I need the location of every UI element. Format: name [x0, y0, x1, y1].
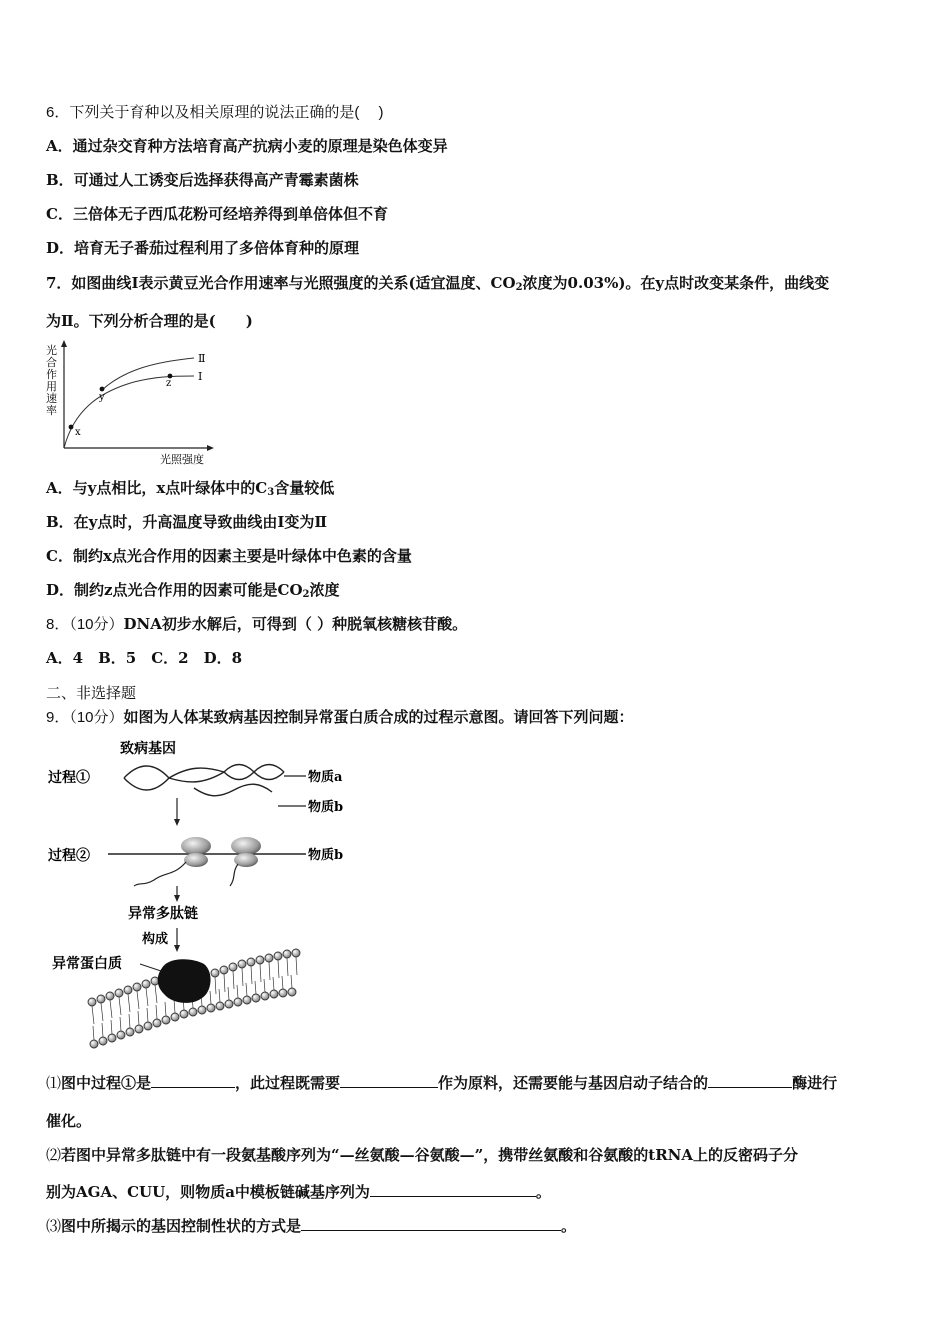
- answer-blank-2[interactable]: [340, 1073, 438, 1088]
- q7-d-sub: 2: [302, 589, 310, 600]
- process2-label: 过程②: [48, 848, 90, 864]
- q8-options: A．4 B．5 C．2 D．8: [46, 649, 243, 667]
- substance-a-label: 物质a: [308, 770, 343, 785]
- dna-helix-left: [124, 766, 169, 790]
- q9-p1-d: 酶进行: [792, 1074, 838, 1092]
- q8-number: 8．（10分）: [46, 616, 124, 633]
- q9-part2-line2: [46, 1182, 551, 1202]
- q7-d-post: 浓度: [309, 581, 340, 599]
- q7-stem-part1: 7．如图曲线Ⅰ表示黄豆光合作用速率与光照强度的关系(适宜温度、CO: [46, 274, 516, 292]
- q6-option-c: C．三倍体无子西瓜花粉可经培养得到单倍体但不育: [46, 205, 388, 223]
- substance-b-label: 物质b: [308, 800, 344, 815]
- graph-ylabel-6: 率: [46, 404, 57, 417]
- q9-part1-line1: [46, 1073, 837, 1094]
- dna-open-region: [169, 768, 224, 782]
- q7-a-sub: 3: [267, 487, 275, 498]
- abnormal-protein-blob: [158, 959, 211, 1003]
- graph-ylabel-3: 作: [46, 368, 57, 381]
- compose-label: 构成: [142, 932, 169, 947]
- q9-part2-line1: [46, 1145, 798, 1166]
- substance-b2-label: 物质b: [308, 848, 344, 863]
- q7-stem: [46, 273, 829, 293]
- q7-a-post: 含量较低: [274, 479, 335, 497]
- q9-text: 如图为人体某致病基因控制异常蛋白质合成的过程示意图。请回答下列问题：: [123, 708, 634, 726]
- answer-blank-1[interactable]: [151, 1073, 235, 1088]
- q9-p3-a: 图中所揭示的基因控制性状的方式是: [61, 1217, 302, 1235]
- graph-ylabel-4: 用: [46, 380, 57, 393]
- graph-ylabel-2: 合: [46, 356, 57, 369]
- q6-option-d: D．培育无子番茄过程利用了多倍体育种的原理: [46, 239, 360, 257]
- label-z: z: [166, 378, 172, 389]
- ribosome-1-small: [184, 853, 208, 867]
- graph-x-arrow: [207, 445, 214, 451]
- answer-blank-4[interactable]: [370, 1182, 536, 1197]
- answer-blank-3[interactable]: [708, 1073, 792, 1088]
- q9-part1-line2: 催化。: [46, 1112, 92, 1130]
- ribosome-1-large: [181, 837, 211, 855]
- polypeptide-2: [230, 864, 238, 886]
- q7-option-b: B．在y点时，升高温度导致曲线由Ⅰ变为Ⅱ: [46, 513, 328, 531]
- q7-option-d: [46, 580, 340, 600]
- arrow-3-head: [174, 945, 180, 952]
- process1-label: 过程①: [48, 770, 90, 786]
- curve-2: [102, 358, 194, 390]
- q6-stem: 6．下列关于育种以及相关原理的说法正确的是( ): [46, 104, 384, 121]
- label-x: x: [75, 427, 81, 438]
- q7-a-pre: A．与y点相比，x点叶绿体中的C: [46, 479, 268, 497]
- graph-y-arrow: [61, 340, 67, 347]
- q7-stem-line2: 为Ⅱ。下列分析合理的是( ): [46, 312, 253, 330]
- q9-p1-a: 图中过程①是: [61, 1074, 152, 1092]
- q9-p1-b: ，此过程既需要: [235, 1074, 341, 1092]
- polypeptide-label: 异常多肽链: [128, 906, 198, 922]
- q7-d-pre: D．制约z点光合作用的因素可能是CO: [46, 581, 303, 599]
- q9-p2-b: 别为AGA、CUU，则物质a中模板链碱基序列为: [46, 1183, 370, 1201]
- q9-stem: [46, 707, 634, 728]
- curve-1-label: Ⅰ: [198, 370, 203, 383]
- q9-p1-marker: ⑴: [46, 1075, 62, 1092]
- section-heading: 二、非选择题: [46, 684, 137, 702]
- arrow-2-head: [174, 895, 180, 902]
- point-y: [100, 387, 105, 392]
- q7-graph: [44, 340, 216, 466]
- answer-blank-5[interactable]: [301, 1216, 561, 1231]
- q7-option-a: [46, 478, 334, 498]
- q6-option-b: B．可通过人工诱变后选择获得高产青霉素菌株: [46, 171, 359, 189]
- q9-diagram: [44, 736, 364, 1056]
- label-y: y: [99, 392, 105, 403]
- protein-label: 异常蛋白质: [52, 956, 122, 972]
- q7-stem-sub: 2: [515, 282, 523, 293]
- mrna-strand: [194, 784, 272, 796]
- gene-label: 致病基因: [120, 741, 176, 757]
- q9-number: 9．（10分）: [46, 709, 124, 726]
- arrow-1-head: [174, 819, 180, 826]
- polypeptide-1: [134, 862, 186, 886]
- graph-ylabel-1: 光: [46, 344, 57, 357]
- q9-part3: [46, 1216, 576, 1237]
- curve-2-label: Ⅱ: [198, 352, 206, 365]
- q9-p2-marker: ⑵: [46, 1147, 62, 1164]
- q8-text: DNA初步水解后，可得到（ ）种脱氧核糖核苷酸。: [123, 615, 468, 633]
- q9-p3-b: 。: [561, 1217, 577, 1235]
- graph-ylabel-5: 速: [46, 392, 57, 405]
- q7-option-c: C．制约x点光合作用的因素主要是叶绿体中色素的含量: [46, 547, 412, 565]
- point-x: [69, 425, 74, 430]
- q9-p2-c: 。: [535, 1183, 551, 1201]
- q6-option-a: A．通过杂交育种方法培育高产抗病小麦的原理是染色体变异: [46, 137, 448, 155]
- q9-p3-marker: ⑶: [46, 1218, 62, 1235]
- graph-xlabel: 光照强度: [160, 453, 204, 466]
- q9-p1-c: 作为原料，还需要能与基因启动子结合的: [438, 1074, 709, 1092]
- ribosome-2-large: [231, 837, 261, 855]
- dna-helix-right: [224, 765, 284, 780]
- q8-stem: [46, 614, 467, 635]
- q9-p2-a: 若图中异常多肽链中有一段氨基酸序列为“—丝氨酸—谷氨酸—”，携带丝氨酸和谷氨酸的tRNA上的反密码子分: [61, 1146, 799, 1164]
- curve-1: [64, 376, 194, 448]
- q7-stem-part2: 浓度为0.03%)。在y点时改变某条件，曲线变: [522, 274, 830, 292]
